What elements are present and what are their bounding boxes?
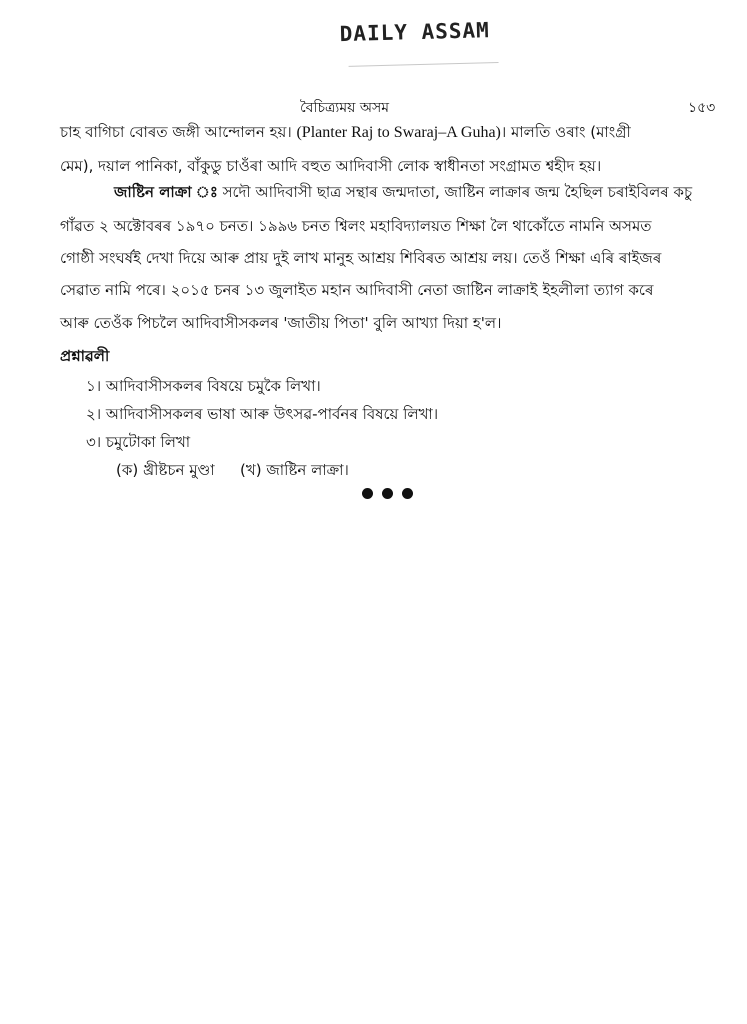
page-number: ১৫৩ bbox=[688, 100, 716, 116]
question-sub-a: (ক) খ্ৰীষ্টচন মুণ্ডা bbox=[116, 461, 215, 479]
section-end-dots bbox=[362, 488, 418, 500]
paragraph-2-line-3: গোষ্ঠী সংঘৰ্ষই দেখা দিয়ে আৰু প্ৰায় দুই লাখ মানুহ আশ্ৰয় শিবিৰত আশ্ৰয় লয়। তেওঁ শিক্ষা এৰি ৰাইজৰ bbox=[60, 249, 662, 267]
paragraph-2-line-1 bbox=[114, 182, 692, 202]
paragraph-2-line-2: গাঁৱত ২ অক্টোবৰৰ ১৯৭০ চনত। ১৯৯৬ চনত শ্বিলং মহাবিদ্যালয়ত শিক্ষা লৈ থাকোঁতে নামনি অসমত bbox=[60, 217, 652, 235]
paragraph-2-line-4: সেৱাত নামি পৰে। ২০১৫ চনৰ ১৩ জুলাইত মহান আদিবাসী নেতা জাষ্টিন লাক্ৰাই ইহলীলা ত্যাগ কৰে bbox=[60, 281, 654, 299]
paragraph-1-line-2: মেম), দয়াল পানিকা, বাঁকুডু চাওঁৰা আদি বহুত আদিবাসী লোক স্বাধীনতা সংগ্ৰামত শ্বহীদ হয়। bbox=[60, 157, 602, 175]
questions-heading: প্ৰশ্নাৱলী bbox=[60, 347, 110, 365]
text-span: চাহ বাগিচা বোৰত জঙ্গী আন্দোলন হয়। bbox=[60, 123, 297, 141]
running-head: বৈচিত্ৰ্যময় অসম bbox=[300, 100, 389, 116]
term-heading: জাষ্টিন লাক্ৰা ঃ bbox=[114, 183, 218, 201]
stamp-underline bbox=[349, 62, 499, 67]
question-item: ২। আদিবাসীসকলৰ ভাষা আৰু উৎসৱ-পাৰ্বনৰ বিষয়ে লিখা। bbox=[86, 405, 439, 423]
dot-ornament bbox=[402, 488, 413, 499]
question-item: ১। আদিবাসীসকলৰ বিষয়ে চমুকৈ লিখা। bbox=[86, 377, 321, 395]
text-span: সদৌ আদিবাসী ছাত্ৰ সন্থাৰ জন্মদাতা, জাষ্টিন লাক্ৰাৰ জন্ম হৈছিল চৰাইবিলৰ কচু bbox=[217, 183, 693, 201]
stamp-text: DAILY ASSAM bbox=[339, 18, 491, 47]
dot-ornament bbox=[362, 488, 373, 499]
handwritten-stamp bbox=[339, 18, 500, 68]
paragraph-2-line-5: আৰু তেওঁক পিচলৈ আদিবাসীসকলৰ 'জাতীয় পিতা' বুলি আখ্যা দিয়া হ'ল। bbox=[60, 314, 502, 332]
question-item: ৩। চমুটোকা লিখা bbox=[86, 433, 191, 451]
dot-ornament bbox=[382, 488, 393, 499]
question-sub-b: (খ) জাষ্টিন লাক্ৰা। bbox=[240, 461, 349, 479]
paragraph-1-line-1 bbox=[60, 122, 631, 143]
text-span: । মালতি ওৰাং (মাংগ্ৰী bbox=[500, 123, 631, 141]
citation: (Planter Raj to Swaraj–A Guha) bbox=[296, 124, 501, 141]
